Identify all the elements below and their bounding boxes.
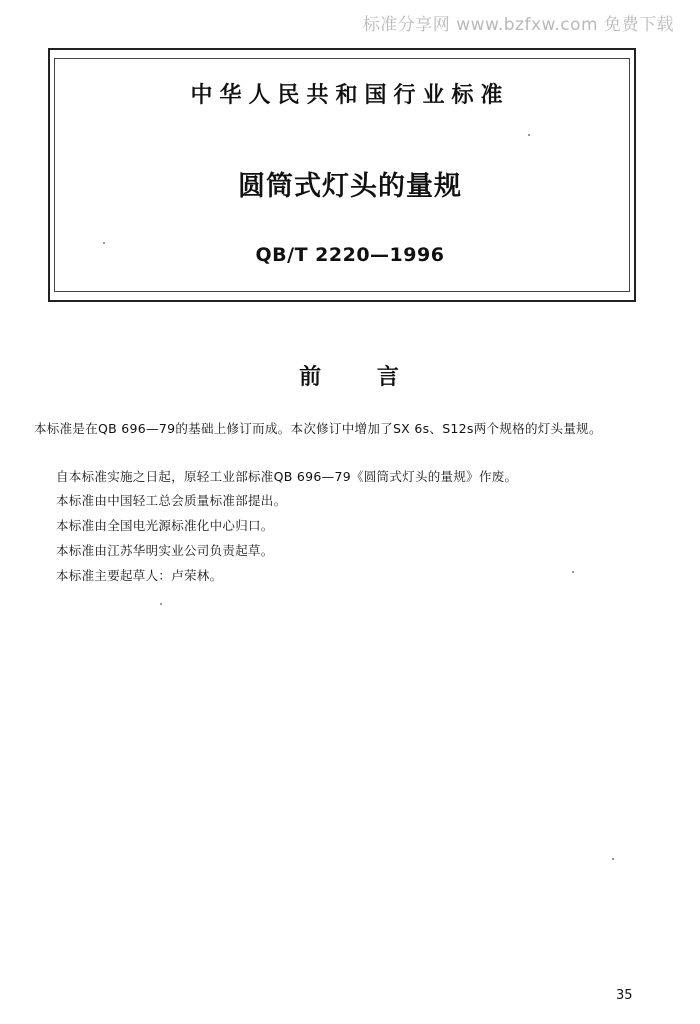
standard-code: QB/T 2220—1996 (255, 244, 445, 266)
foreword-paragraph: 本标准由江苏华明实业公司负责起草。 (56, 543, 274, 558)
scan-speck (528, 134, 530, 136)
standard-title: 圆筒式灯头的量规 (238, 171, 462, 202)
foreword-paragraph: 本标准是在QB 696—79的基础上修订而成。本次修订中增加了SX 6s、S12s两个规格的灯头量规。 (34, 421, 602, 436)
scan-speck (103, 242, 105, 244)
foreword-paragraph: 本标准主要起草人：卢荣林。 (56, 568, 223, 583)
scan-speck (572, 571, 574, 573)
foreword-heading: 前 言 (299, 365, 401, 390)
foreword-paragraph: 本标准由中国轻工总会质量标准部提出。 (56, 493, 287, 508)
foreword-paragraph: 本标准由全国电光源标准化中心归口。 (56, 518, 274, 533)
scan-speck (160, 603, 162, 605)
foreword-paragraph: 自本标准实施之日起，原轻工业部标准QB 696—79《圆筒式灯头的量规》作废。 (56, 469, 518, 484)
watermark: 标准分享网 www.bzfxw.com 免费下载 (362, 15, 674, 35)
industry-standard-label: 中华人民共和国行业标准 (190, 83, 510, 108)
page-number: 35 (616, 988, 633, 1003)
scan-speck (612, 858, 614, 860)
